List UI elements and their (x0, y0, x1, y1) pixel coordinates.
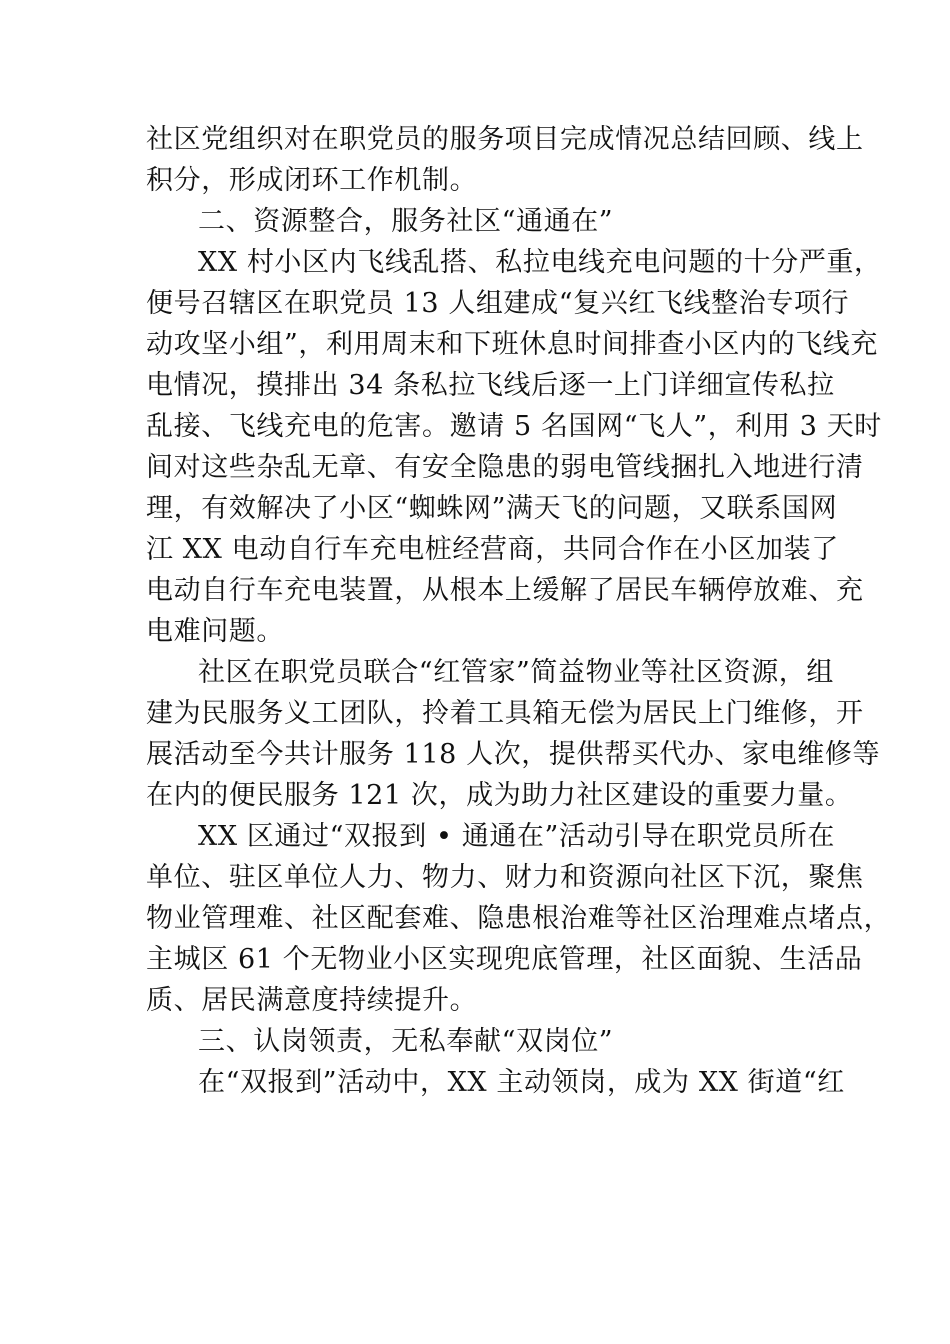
text-line-24: 在“双报到”活动中，XX 主动领岗，成为 XX 街道“红 (198, 1067, 845, 1098)
text-line-7: 电情况，摸排出 34 条私拉飞线后逐一上门详细宣传私拉 (146, 370, 835, 401)
text-line-11: 江 XX 电动自行车充电桩经营商，共同合作在小区加装了 (146, 534, 839, 565)
text-line-6: 动攻坚小组”，利用周末和下班休息时间排查小区内的飞线充 (146, 329, 879, 360)
text-line-2: 积分，形成闭环工作机制。 (146, 165, 478, 196)
text-line-8: 乱接、飞线充电的危害。邀请 5 名国网“飞人”，利用 3 天时 (146, 411, 882, 442)
text-line-9: 间对这些杂乱无章、有安全隐患的弱电管线捆扎入地进行清 (146, 452, 864, 483)
text-line-19: 单位、驻区单位人力、物力、财力和资源向社区下沉，聚焦 (146, 862, 864, 893)
section-heading-3: 三、认岗领责，无私奉献“双岗位” (198, 1026, 614, 1057)
text-line-22: 质、居民满意度持续提升。 (146, 985, 478, 1016)
text-line-4: XX 村小区内飞线乱搭、私拉电线充电问题的十分严重， (198, 247, 882, 278)
text-line-15: 建为民服务义工团队，拎着工具箱无偿为居民上门维修，开 (146, 698, 864, 729)
text-line-16: 展活动至今共计服务 118 人次，提供帮买代办、家电维修等 (146, 739, 881, 770)
section-heading-2: 二、资源整合，服务社区“通通在” (198, 206, 614, 237)
text-line-5: 便号召辖区在职党员 13 人组建成“复兴红飞线整治专项行 (146, 288, 850, 319)
text-line-13: 电难问题。 (146, 616, 284, 647)
text-line-21: 主城区 61 个无物业小区实现兜底管理，社区面貌、生活品 (146, 944, 863, 975)
text-line-1: 社区党组织对在职党员的服务项目完成情况总结回顾、线上 (146, 124, 864, 155)
text-line-12: 电动自行车充电装置，从根本上缓解了居民车辆停放难、充 (146, 575, 864, 606)
text-line-20: 物业管理难、社区配套难、隐患根治难等社区治理难点堵点， (146, 903, 892, 934)
text-line-14: 社区在职党员联合“红管家”简益物业等社区资源，组 (198, 657, 835, 688)
text-line-17: 在内的便民服务 121 次，成为助力社区建设的重要力量。 (146, 780, 853, 811)
text-line-10: 理，有效解决了小区“蜘蛛网”满天飞的问题，又联系国网 (146, 493, 838, 524)
text-line-18: XX 区通过“双报到 • 通通在”活动引导在职党员所在 (198, 821, 835, 852)
